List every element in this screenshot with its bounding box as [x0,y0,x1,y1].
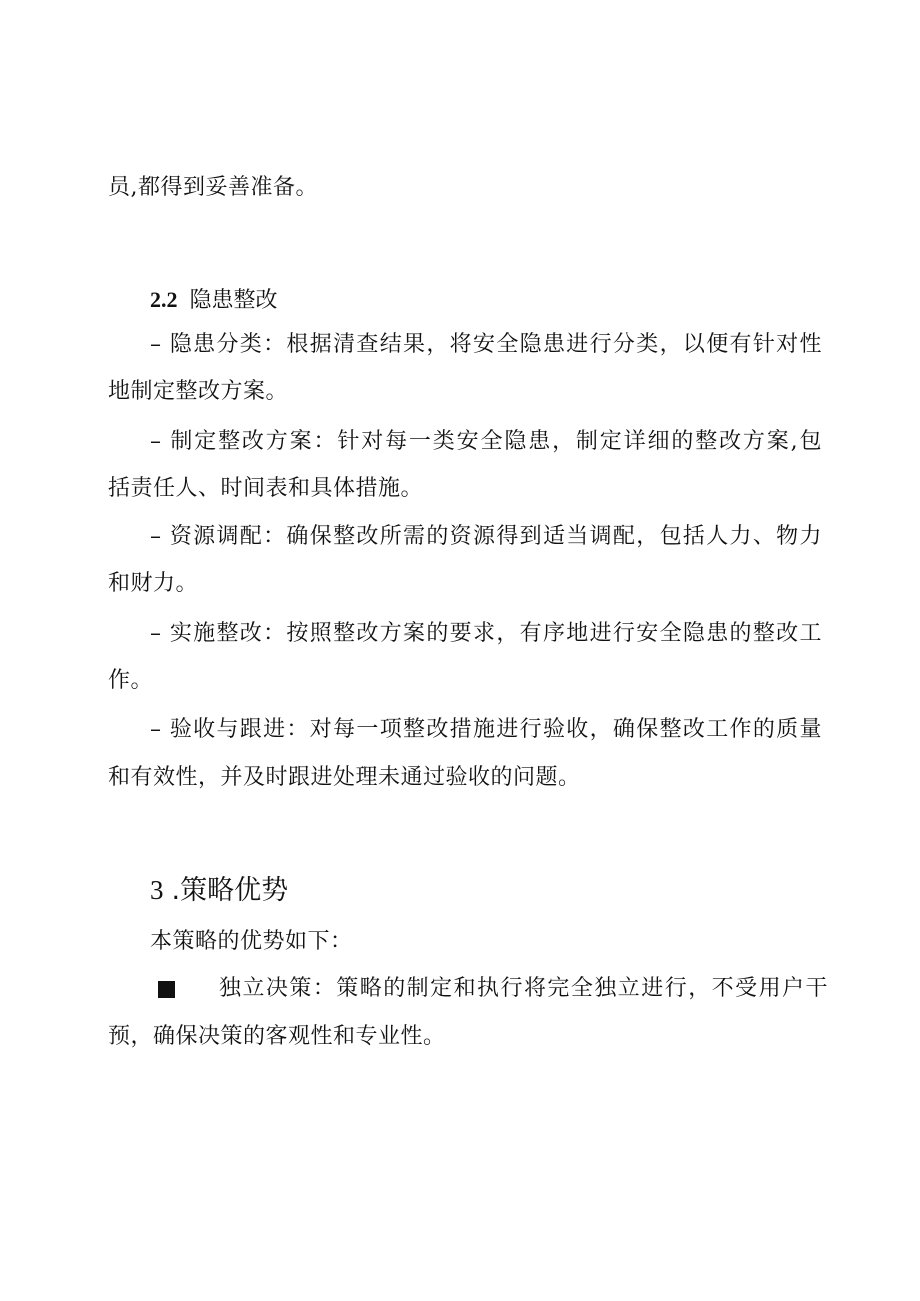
black-square-bullet-icon [158,981,175,998]
list-item-line: – 制定整改方案：针对每一类安全隐患，制定详细的整改方案,包 [150,429,822,454]
section-heading-3 [150,873,288,908]
section-number: 3 [150,875,164,905]
list-item-line: – 实施整改：按照整改方案的要求，有序地进行安全隐患的整改工 [150,621,822,646]
list-item-line: 括责任人、时间表和具体措施。 [108,476,424,501]
section-heading-2-2 [150,285,278,316]
section-title: .策略优势 [171,875,289,906]
bullet-item-line: 独立决策：策略的制定和执行将完全独立进行，不受用户干 [219,976,828,1001]
section-title: 隐患整改 [189,288,278,313]
list-item-line: 和有效性，并及时跟进处理未通过验收的问题。 [108,765,581,790]
list-item-line: – 隐患分类：根据清查结果，将安全隐患进行分类，以便有针对性 [150,332,822,357]
list-item-line: 作。 [108,668,154,693]
list-item-line: 和财力。 [108,571,199,596]
list-item-line: 地制定整改方案。 [108,379,289,404]
list-item-line: – 资源调配：确保整改所需的资源得到适当调配，包括人力、物力 [150,524,822,549]
bullet-item-line: 预，确保决策的客观性和专业性。 [108,1024,446,1049]
bullet-item [150,974,828,1004]
section-number: 2.2 [150,287,178,312]
paragraph-continuation: 员,都得到妥善准备。 [108,175,318,200]
list-item-line: – 验收与跟进：对每一项整改措施进行验收，确保整改工作的质量 [150,717,822,742]
section-intro: 本策略的优势如下： [150,929,353,954]
